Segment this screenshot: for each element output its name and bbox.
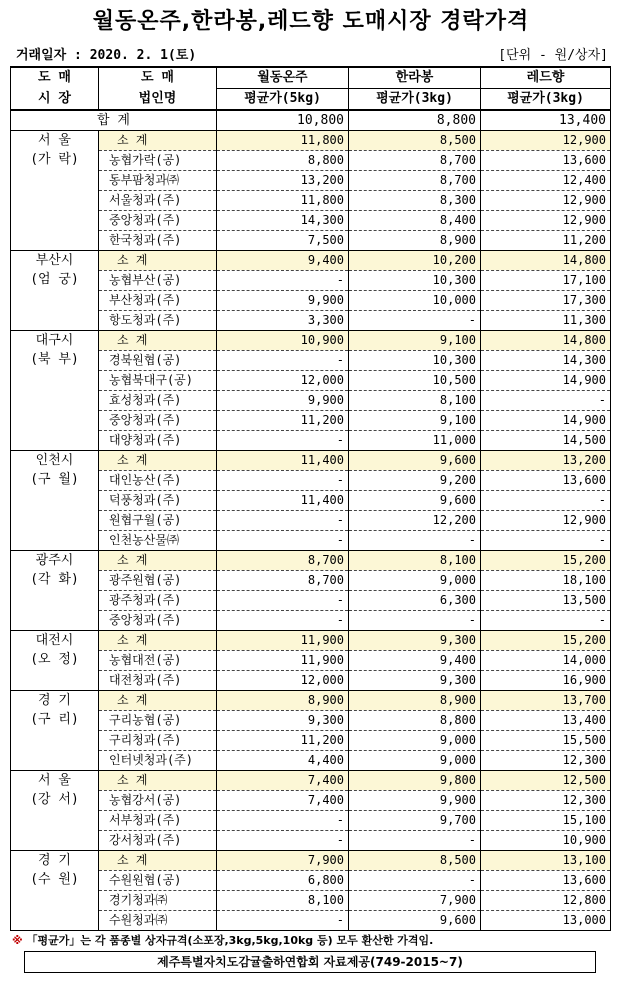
market-label: 대구시 [35,333,74,348]
price-cell-2: 9,200 [349,471,481,491]
footnote [12,932,433,948]
price-cell-1: 6,800 [217,871,349,891]
corp-name: 부산청과(주) [99,291,217,311]
price-cell-3: 12,900 [481,131,611,151]
price-cell-1: 9,900 [217,391,349,411]
price-cell-3: 12,300 [481,791,611,811]
subtotal-row [11,691,611,711]
table-row [11,831,611,851]
price-cell-3: 14,800 [481,251,611,271]
price-cell-1: 8,800 [217,151,349,171]
price-cell-3: 16,900 [481,671,611,691]
price-cell-3: 14,800 [481,331,611,351]
table-row [11,351,611,371]
subtotal-row [11,451,611,471]
price-cell-2: - [349,831,481,851]
price-cell-1: 7,500 [217,231,349,251]
price-cell-1: 11,400 [217,491,349,511]
price-cell-3: 13,600 [481,871,611,891]
corp-name: 동부팜청과㈜ [99,171,217,191]
corp-name: 중앙청과(주) [99,611,217,631]
price-cell-1: 11,400 [217,451,349,471]
price-cell-2: 9,600 [349,451,481,471]
table-row [11,811,611,831]
header-product-2: 한라봉 [349,67,481,89]
table-row [11,171,611,191]
price-cell-2: 9,800 [349,771,481,791]
table-row [11,511,611,531]
header-market-2: 시 장 [11,89,99,111]
price-cell-3: 13,600 [481,471,611,491]
price-cell-1: 9,400 [217,251,349,271]
table-row [11,911,611,931]
header-avg-2: 평균가(3kg) [349,89,481,111]
price-cell-2: 10,500 [349,371,481,391]
price-cell-2: 9,100 [349,331,481,351]
corp-name: 서부청과(주) [99,811,217,831]
price-cell-3: 13,600 [481,151,611,171]
price-cell-1: - [217,351,349,371]
price-cell-2: 8,300 [349,191,481,211]
table-row [11,651,611,671]
subtotal-label: 소 계 [99,691,217,711]
price-cell-2: 8,800 [349,711,481,731]
note-text: 「평균가」는 각 품종별 상자규격(소포장,3kg,5kg,10kg 등) 모두 환산한 가격임. [26,934,434,947]
header-avg-3: 평균가(3kg) [481,89,611,111]
unit-label: [단위 - 원/상자] [498,48,608,63]
price-cell-2: 9,600 [349,911,481,931]
page-title: 월동온주,한라봉,레드향 도매시장 경락가격 [92,9,530,34]
market-cell [11,691,99,771]
price-cell-2: 8,700 [349,151,481,171]
header-corp-2: 법인명 [99,89,217,111]
price-cell-1: - [217,471,349,491]
market-label: 대전시 [35,633,74,648]
price-cell-3: 11,300 [481,311,611,331]
price-cell-2: 9,300 [349,671,481,691]
price-cell-2: 9,900 [349,791,481,811]
table-row [11,611,611,631]
price-cell-1: 7,400 [217,791,349,811]
price-cell-3: 14,000 [481,651,611,671]
price-cell-2: 9,700 [349,811,481,831]
total-value-3: 13,400 [481,110,611,131]
price-cell-2: 8,700 [349,171,481,191]
corp-name: 대인농산(주) [99,471,217,491]
header-product-3: 레드향 [481,67,611,89]
price-cell-3: 12,500 [481,771,611,791]
corp-name: 구리청과(주) [99,731,217,751]
market-cell [11,331,99,451]
subtotal-row [11,771,611,791]
table-row [11,711,611,731]
price-cell-1: - [217,511,349,531]
price-cell-3: 15,500 [481,731,611,751]
market-cell [11,771,99,851]
corp-name: 수원원협(공) [99,871,217,891]
market-cell [11,251,99,331]
subtotal-row [11,331,611,351]
price-cell-2: 10,300 [349,351,481,371]
price-cell-3: 11,200 [481,231,611,251]
price-cell-2: - [349,871,481,891]
price-cell-3: 14,300 [481,351,611,371]
table-row [11,571,611,591]
price-cell-3: 12,900 [481,511,611,531]
price-cell-3: 13,000 [481,911,611,931]
price-cell-3: 13,500 [481,591,611,611]
price-cell-1: 12,000 [217,371,349,391]
price-cell-1: - [217,911,349,931]
price-cell-3: 17,100 [481,271,611,291]
market-label: 인천시 [35,453,74,468]
header-product-1: 월동온주 [217,67,349,89]
subtotal-label: 소 계 [99,851,217,871]
price-cell-1: 7,400 [217,771,349,791]
subtotal-row [11,851,611,871]
table-row [11,891,611,911]
price-cell-3: - [481,531,611,551]
price-cell-1: 11,800 [217,131,349,151]
table-row [11,391,611,411]
price-cell-1: - [217,611,349,631]
table-row [11,191,611,211]
corp-name: 강서청과(주) [99,831,217,851]
price-cell-2: 8,100 [349,391,481,411]
price-table [10,66,611,931]
price-cell-1: 10,900 [217,331,349,351]
price-cell-1: 9,300 [217,711,349,731]
price-cell-1: 11,200 [217,731,349,751]
price-cell-3: 12,800 [481,891,611,911]
corp-name: 한국청과(주) [99,231,217,251]
price-cell-3: 13,100 [481,851,611,871]
price-cell-1: 11,800 [217,191,349,211]
price-cell-3: 12,900 [481,191,611,211]
table-row [11,371,611,391]
price-cell-3: 17,300 [481,291,611,311]
price-cell-2: 8,500 [349,851,481,871]
subtotal-label: 소 계 [99,131,217,151]
price-cell-1: 4,400 [217,751,349,771]
table-row [11,531,611,551]
price-cell-2: 9,400 [349,651,481,671]
market-label: 서 울 [38,133,71,148]
table-row [11,211,611,231]
market-cell [11,551,99,631]
price-cell-1: 11,900 [217,651,349,671]
price-cell-1: - [217,531,349,551]
table-row [11,731,611,751]
price-cell-1: 3,300 [217,311,349,331]
price-cell-2: 8,900 [349,231,481,251]
price-cell-3: 12,300 [481,751,611,771]
price-cell-3: 13,700 [481,691,611,711]
price-cell-1: 8,700 [217,551,349,571]
market-cell [11,631,99,691]
price-cell-1: 7,900 [217,851,349,871]
table-row [11,271,611,291]
market-label: (오 정) [30,652,79,667]
price-cell-1: 8,700 [217,571,349,591]
price-cell-2: 8,400 [349,211,481,231]
price-cell-3: 18,100 [481,571,611,591]
price-cell-3: 15,100 [481,811,611,831]
corp-name: 농협부산(공) [99,271,217,291]
price-cell-2: 6,300 [349,591,481,611]
price-cell-3: 13,400 [481,711,611,731]
market-label: 경 기 [38,853,71,868]
price-cell-1: 8,100 [217,891,349,911]
corp-name: 농협가락(공) [99,151,217,171]
table-row [11,671,611,691]
market-label: (각 화) [30,572,79,587]
price-cell-2: 9,600 [349,491,481,511]
trade-date: 거래일자 : 2020. 2. 1(토) [16,48,197,63]
price-cell-3: 12,400 [481,171,611,191]
subtotal-label: 소 계 [99,451,217,471]
table-row [11,411,611,431]
total-value-1: 10,800 [217,110,349,131]
price-cell-2: 7,900 [349,891,481,911]
subtotal-label: 소 계 [99,631,217,651]
market-cell [11,131,99,251]
corp-name: 인천농산물㈜ [99,531,217,551]
table-row [11,151,611,171]
subtotal-row [11,551,611,571]
table-row [11,791,611,811]
corp-name: 서울청과(주) [99,191,217,211]
corp-name: 수원청과㈜ [99,911,217,931]
price-cell-1: 9,900 [217,291,349,311]
price-cell-3: 12,900 [481,211,611,231]
subtotal-row [11,131,611,151]
subtotal-label: 소 계 [99,251,217,271]
corp-name: 원협구월(공) [99,511,217,531]
price-cell-2: 9,000 [349,571,481,591]
subtotal-label: 소 계 [99,551,217,571]
corp-name: 인터넷청과(주) [99,751,217,771]
table-row [11,751,611,771]
market-label: 경 기 [38,693,71,708]
corp-name: 경기청과㈜ [99,891,217,911]
table-row [11,491,611,511]
subtotal-row [11,251,611,271]
price-cell-2: 9,300 [349,631,481,651]
corp-name: 효성청과(주) [99,391,217,411]
price-cell-1: - [217,431,349,451]
price-cell-1: - [217,831,349,851]
market-cell [11,851,99,931]
price-cell-1: 12,000 [217,671,349,691]
market-label: (엄 궁) [30,272,79,287]
price-cell-2: 9,000 [349,731,481,751]
price-cell-3: 15,200 [481,551,611,571]
price-cell-3: 13,200 [481,451,611,471]
source-box: 제주특별자치도감귤출하연합회 자료제공(749-2015~7) [24,951,596,973]
price-cell-3: - [481,491,611,511]
price-cell-2: 8,100 [349,551,481,571]
market-cell [11,451,99,551]
subtotal-row [11,631,611,651]
header-corp-1: 도 매 [99,67,217,89]
price-cell-2: 9,100 [349,411,481,431]
header-market-1: 도 매 [11,67,99,89]
price-cell-1: - [217,271,349,291]
corp-name: 구리농협(공) [99,711,217,731]
market-label: 광주시 [35,553,74,568]
table-row [11,871,611,891]
price-cell-1: - [217,591,349,611]
header-row-1 [11,67,611,89]
price-cell-2: 10,300 [349,271,481,291]
price-cell-2: 12,200 [349,511,481,531]
price-cell-2: 10,000 [349,291,481,311]
price-cell-1: 11,200 [217,411,349,431]
subtotal-label: 소 계 [99,331,217,351]
table-row [11,311,611,331]
table-row [11,471,611,491]
corp-name: 농협강서(공) [99,791,217,811]
subtotal-label: 소 계 [99,771,217,791]
price-cell-3: 15,200 [481,631,611,651]
corp-name: 광주청과(주) [99,591,217,611]
price-cell-1: 11,900 [217,631,349,651]
price-cell-1: 13,200 [217,171,349,191]
corp-name: 광주원협(공) [99,571,217,591]
price-cell-2: - [349,611,481,631]
price-cell-3: - [481,391,611,411]
corp-name: 농협북대구(공) [99,371,217,391]
corp-name: 대전청과(주) [99,671,217,691]
price-cell-2: - [349,311,481,331]
price-cell-2: 10,200 [349,251,481,271]
market-label: (북 부) [30,352,79,367]
market-label: (수 원) [30,872,79,887]
price-cell-2: 9,000 [349,751,481,771]
market-label: 부산시 [35,253,74,268]
corp-name: 경북원협(공) [99,351,217,371]
price-cell-2: 11,000 [349,431,481,451]
market-label: (강 서) [30,792,79,807]
market-label: 서 울 [38,773,71,788]
corp-name: 대양청과(주) [99,431,217,451]
price-cell-3: - [481,611,611,631]
corp-name: 중앙청과(주) [99,211,217,231]
price-cell-3: 10,900 [481,831,611,851]
table-row [11,231,611,251]
price-cell-2: - [349,531,481,551]
table-row [11,431,611,451]
corp-name: 농협대전(공) [99,651,217,671]
table-row [11,591,611,611]
price-cell-1: 14,300 [217,211,349,231]
table-row [11,291,611,311]
corp-name: 중앙청과(주) [99,411,217,431]
header-avg-1: 평균가(5kg) [217,89,349,111]
corp-name: 항도청과(주) [99,311,217,331]
price-cell-3: 14,900 [481,411,611,431]
price-cell-2: 8,500 [349,131,481,151]
price-cell-1: - [217,811,349,831]
price-cell-1: 8,900 [217,691,349,711]
market-label: (구 리) [30,712,79,727]
header-row-2 [11,89,611,111]
total-row [11,110,611,131]
total-value-2: 8,800 [349,110,481,131]
price-cell-3: 14,500 [481,431,611,451]
note-mark: ※ [12,934,23,947]
price-cell-2: 8,900 [349,691,481,711]
price-cell-3: 14,900 [481,371,611,391]
total-label: 합 계 [11,110,217,131]
corp-name: 덕풍청과(주) [99,491,217,511]
market-label: (가 락) [30,152,79,167]
market-label: (구 월) [30,472,79,487]
